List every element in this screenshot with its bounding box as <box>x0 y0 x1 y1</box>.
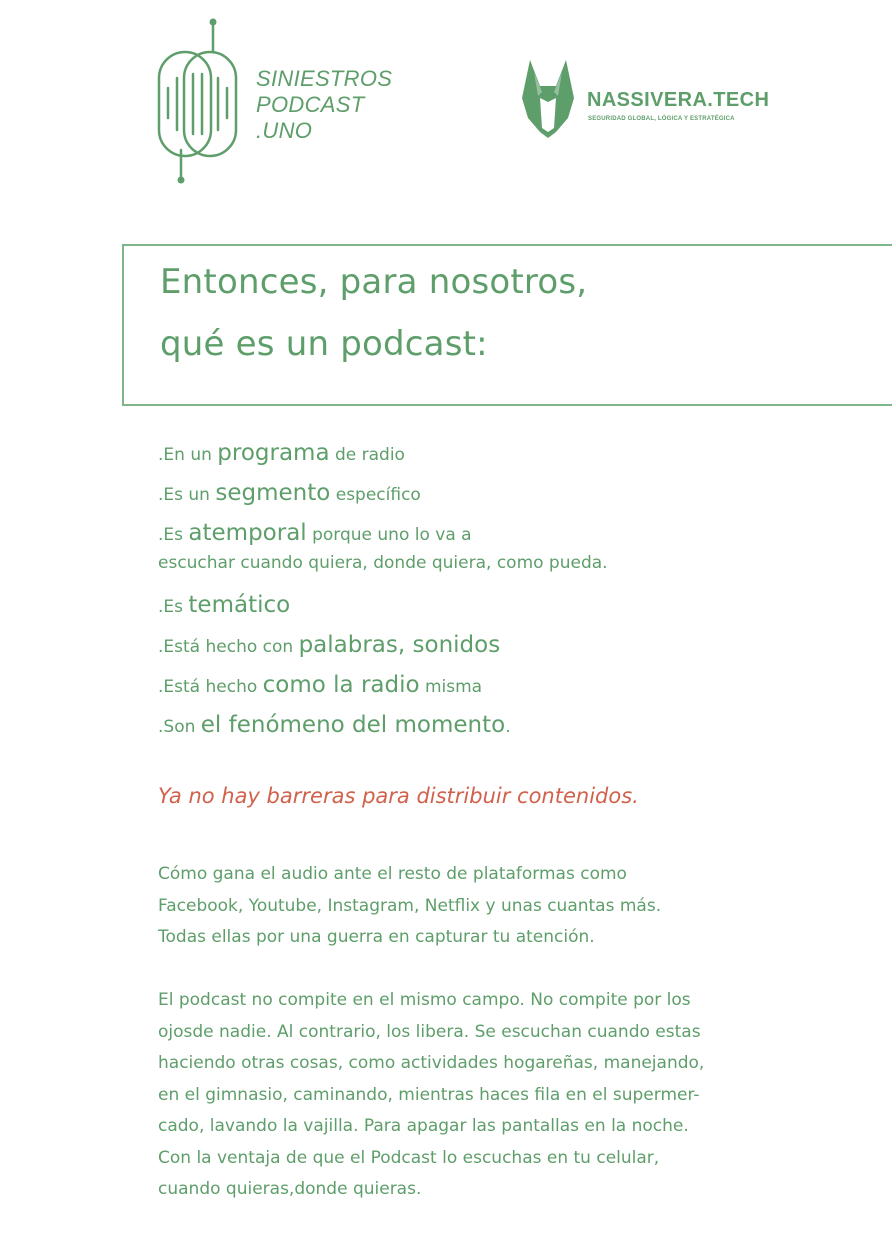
list-item <box>158 516 858 550</box>
list-item-highlight: palabras, sonidos <box>298 632 501 658</box>
paragraph-line: El podcast no compite en el mismo campo. No compite por los <box>158 990 691 1010</box>
paragraph-line: haciendo otras cosas, como actividades hogareñas, manejando, <box>158 1053 705 1073</box>
wolf-head-icon <box>516 58 580 142</box>
paragraph-line: Con la ventaja de que el Podcast lo escuchas en tu celular, <box>158 1147 660 1168</box>
list-item-pre: .Es <box>158 525 189 545</box>
paragraph-line: Cómo gana el audio ante el resto de plataformas como <box>158 864 627 884</box>
list-item <box>158 668 858 708</box>
title-box <box>122 244 892 406</box>
paragraph-line: Facebook, Youtube, Instagram, Netflix y unas cuantas más. <box>158 895 662 916</box>
list-item-highlight: programa <box>217 440 330 466</box>
page-title-line: qué es un podcast: <box>160 324 488 364</box>
paragraph-line: ojosde nadie. Al contrario, los libera. Se escuchan cuando estas <box>158 1021 701 1042</box>
logo-tech-name: NASSIVERA.TECH <box>587 89 770 111</box>
paragraph-podcast-advantage <box>158 985 858 1206</box>
paragraph-line: cuando quieras,donde quieras. <box>158 1179 422 1199</box>
list-item-post: porque uno lo va a <box>306 525 472 545</box>
header <box>0 0 892 200</box>
list-item-text: escuchar cuando quiera, donde quiera, como pueda. <box>158 553 608 573</box>
logo-podcast-wordmark <box>256 66 392 144</box>
list-item-continuation <box>158 550 858 588</box>
list-item-highlight: el fenómeno del momento <box>200 712 506 738</box>
list-item-pre: .Está hecho con <box>158 637 299 657</box>
list-item <box>158 588 858 628</box>
logo-podcast-line: SINIESTROS <box>256 66 393 91</box>
logo-podcast-line: PODCAST <box>256 92 365 117</box>
list-item-pre: .Son <box>158 717 201 737</box>
list-item-post: misma <box>419 677 483 697</box>
paragraph-audio-competition <box>158 859 858 954</box>
list-item-post: de radio <box>329 445 405 465</box>
list-item <box>158 476 858 516</box>
list-item <box>158 436 858 476</box>
list-item-highlight: atemporal <box>188 520 307 546</box>
paragraph-line: en el gimnasio, caminando, mientras haces fila en el supermer- <box>158 1084 700 1105</box>
paragraph-line: Todas ellas por una guerra en capturar tu atención. <box>158 927 595 947</box>
microphone-icon <box>150 18 250 188</box>
logo-tech-tagline: SEGURIDAD GLOBAL, LÓGICA Y ESTRATÉGICA <box>588 116 735 122</box>
list-item <box>158 628 858 668</box>
list-item-pre: .Es <box>158 597 189 617</box>
list-item-highlight: temático <box>188 592 291 618</box>
logo-podcast-line: .UNO <box>256 118 313 143</box>
logo-siniestros-podcast <box>150 18 410 188</box>
paragraph-line: cado, lavando la vajilla. Para apagar las pantallas en la noche. <box>158 1116 689 1136</box>
logo-nassivera-tech <box>516 58 796 148</box>
list-item-highlight: como la radio <box>262 672 420 698</box>
list-item-pre: .En un <box>158 445 218 465</box>
list-item-pre: .Está hecho <box>158 677 263 697</box>
page-title-line: Entonces, para nosotros, <box>160 262 588 302</box>
list-item-post: . <box>505 717 511 737</box>
highlight-tagline: Ya no hay barreras para distribuir contenidos. <box>158 784 639 808</box>
list-item-pre: .Es un <box>158 485 216 505</box>
list-item-post: específico <box>330 485 421 505</box>
list-item <box>158 708 858 748</box>
list-item-highlight: segmento <box>215 480 331 506</box>
definition-list <box>158 436 858 748</box>
